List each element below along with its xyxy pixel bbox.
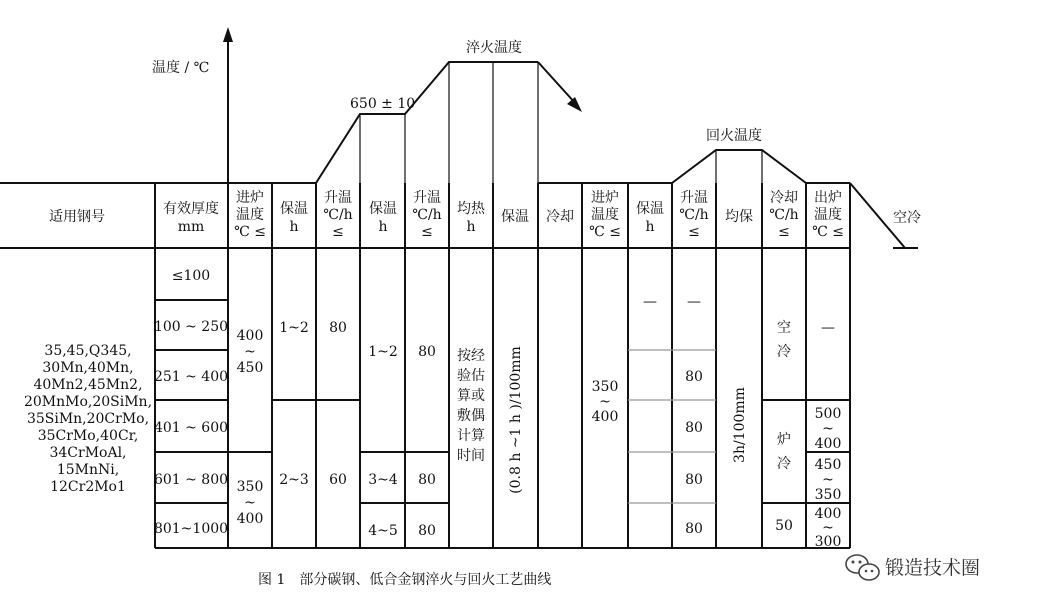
out-val: 300 bbox=[814, 534, 842, 550]
header-soak2: 均保 bbox=[725, 209, 753, 225]
rise2-a: 80 bbox=[418, 344, 436, 360]
steel-grade-line: 20MnMo,20SiMn, bbox=[23, 394, 153, 410]
soak-text: 按经 bbox=[457, 348, 485, 364]
header-intemp1-2: 温度 bbox=[236, 207, 264, 223]
tempering-curve bbox=[672, 150, 806, 183]
intemp1-b-3: 400 bbox=[236, 511, 264, 527]
out-val: ~ bbox=[822, 520, 834, 536]
soak2-text: 3h/100mm bbox=[732, 387, 748, 463]
header-hold2-2: h bbox=[378, 219, 388, 235]
steel-grade-line: 35SiMn,20CrMo, bbox=[26, 411, 150, 427]
thickness-cell: 401 ~ 600 bbox=[153, 420, 229, 436]
header-rise1-2: ℃/h bbox=[323, 207, 353, 223]
steel-grade-line: 15MnNi, bbox=[56, 462, 120, 478]
rise1-a: 80 bbox=[329, 320, 347, 336]
rise3-value: 80 bbox=[685, 521, 703, 537]
steel-grade-line: 34CrMoAl, bbox=[49, 445, 127, 461]
intemp2-2: ~ bbox=[599, 394, 611, 410]
rise3-value: 80 bbox=[685, 369, 703, 385]
header-out-3: ℃ ≤ bbox=[812, 224, 844, 240]
out-val: 400 bbox=[814, 436, 842, 452]
header-out-1: 出炉 bbox=[814, 190, 842, 206]
header-hold1-1: 保温 bbox=[280, 201, 308, 217]
out-val: 400 bbox=[814, 506, 842, 522]
soak-text: 算或 bbox=[457, 388, 485, 404]
watermark-text: 锻造技术圈 bbox=[885, 557, 981, 579]
header-rise1-1: 升温 bbox=[324, 190, 352, 206]
hold2-b: 3~4 bbox=[368, 472, 398, 488]
header-hold1-2: h bbox=[289, 219, 299, 235]
heating-ramp bbox=[316, 62, 538, 183]
cool2-air-2: 冷 bbox=[777, 344, 791, 360]
hold1-b: 2~3 bbox=[279, 472, 309, 488]
label-air-cool: 空冷 bbox=[893, 210, 921, 226]
table-body bbox=[24, 268, 841, 550]
intemp1-a-3: 450 bbox=[236, 360, 264, 376]
header-hold4-2: h bbox=[645, 219, 655, 235]
label-temper-temp: 回火温度 bbox=[706, 128, 762, 144]
header-rise2-2: ℃/h bbox=[412, 207, 442, 223]
hold2-a: 1~2 bbox=[368, 344, 398, 360]
header-rise3-3: ≤ bbox=[688, 224, 700, 240]
rise2-c: 80 bbox=[418, 523, 436, 539]
header-hold3: 保温 bbox=[501, 209, 529, 225]
hold2-c: 4~5 bbox=[368, 523, 398, 539]
soak-text: 计算 bbox=[457, 428, 485, 444]
out-val: ~ bbox=[822, 472, 834, 488]
header-cool: 冷却 bbox=[546, 209, 574, 225]
intemp2-1: 350 bbox=[591, 379, 619, 395]
table-headers bbox=[49, 190, 844, 240]
cool2-furnace-1: 炉 bbox=[777, 432, 791, 448]
rise3-dash: — bbox=[687, 294, 701, 310]
label-quench-temp: 淬火温度 bbox=[466, 40, 522, 56]
header-cool2-2: ℃/h bbox=[769, 207, 799, 223]
cool2-50: 50 bbox=[775, 518, 793, 534]
header-steel: 适用钢号 bbox=[49, 209, 105, 225]
header-cool2-1: 冷却 bbox=[770, 190, 798, 206]
header-rise2-1: 升温 bbox=[413, 190, 441, 206]
header-intemp1-1: 进炉 bbox=[236, 190, 264, 206]
thickness-cell: ≤100 bbox=[171, 268, 211, 284]
thickness-cell: 801~1000 bbox=[153, 521, 229, 537]
steel-grade-line: 35CrMo,40Cr, bbox=[37, 428, 139, 444]
header-intemp2-2: 温度 bbox=[591, 207, 619, 223]
cool2-furnace-2: 冷 bbox=[777, 456, 791, 472]
thickness-cell: 251 ~ 400 bbox=[153, 369, 229, 385]
intemp1-a-1: 400 bbox=[236, 328, 264, 344]
axis-arrow-icon bbox=[223, 27, 233, 42]
hold4-dash: — bbox=[643, 294, 657, 310]
header-thickness-2: mm bbox=[177, 219, 205, 235]
watermark bbox=[846, 555, 980, 580]
header-intemp1-3: ℃ ≤ bbox=[234, 224, 266, 240]
soak-text: 敷偶 bbox=[457, 408, 485, 424]
out-val: 350 bbox=[814, 487, 842, 503]
out-val: 500 bbox=[814, 406, 842, 422]
intemp1-a-2: ~ bbox=[244, 344, 256, 360]
out-val: ~ bbox=[822, 421, 834, 437]
rise3-value: 80 bbox=[685, 472, 703, 488]
header-out-2: 温度 bbox=[814, 207, 842, 223]
rise3-value: 80 bbox=[685, 420, 703, 436]
hold3-text: (0.8 h ~1 h )/100mm bbox=[508, 346, 524, 494]
steel-grade-line: 12Cr2Mo1 bbox=[50, 479, 126, 495]
thickness-cell: 601 ~ 800 bbox=[153, 472, 229, 488]
figure-caption: 图 1 部分碳钢、低合金钢淬火与回火工艺曲线 bbox=[258, 572, 552, 588]
header-intemp2-3: ℃ ≤ bbox=[589, 224, 621, 240]
hold1-a: 1~2 bbox=[279, 320, 309, 336]
quench-drop bbox=[538, 62, 576, 104]
rise1-b: 60 bbox=[329, 472, 347, 488]
rise2-b: 80 bbox=[418, 472, 436, 488]
label-650: 650 ± 10 bbox=[350, 96, 416, 112]
intemp1-b-2: ~ bbox=[244, 495, 256, 511]
out-dash: — bbox=[821, 320, 835, 336]
header-intemp2-1: 进炉 bbox=[591, 190, 619, 206]
header-rise2-3: ≤ bbox=[421, 224, 433, 240]
intemp2-3: 400 bbox=[591, 409, 619, 425]
header-hold4-1: 保温 bbox=[636, 201, 664, 217]
out-val: 450 bbox=[814, 457, 842, 473]
header-rise1-3: ≤ bbox=[332, 224, 344, 240]
wechat-icon bbox=[846, 555, 879, 580]
header-soak-2: h bbox=[466, 219, 476, 235]
quench-arrow-icon bbox=[567, 97, 582, 112]
header-thickness-1: 有效厚度 bbox=[163, 201, 219, 217]
header-hold2-1: 保温 bbox=[369, 201, 397, 217]
header-cool2-3: ≤ bbox=[778, 224, 790, 240]
steel-grade-line: 40Mn2,45Mn2, bbox=[33, 377, 143, 393]
cool2-air-1: 空 bbox=[777, 320, 791, 336]
soak-text: 时间 bbox=[457, 448, 485, 464]
steel-grade-line: 35,45,Q345, bbox=[44, 343, 132, 359]
header-soak-1: 均热 bbox=[457, 201, 485, 217]
header-rise3-1: 升温 bbox=[680, 190, 708, 206]
axis-label: 温度 / ℃ bbox=[152, 60, 210, 76]
soak-text: 验估 bbox=[457, 368, 485, 384]
header-rise3-2: ℃/h bbox=[679, 207, 709, 223]
thickness-cell: 100 ~ 250 bbox=[153, 319, 229, 335]
steel-grade-line: 30Mn,40Mn, bbox=[42, 360, 134, 376]
intemp1-b-1: 350 bbox=[236, 479, 264, 495]
